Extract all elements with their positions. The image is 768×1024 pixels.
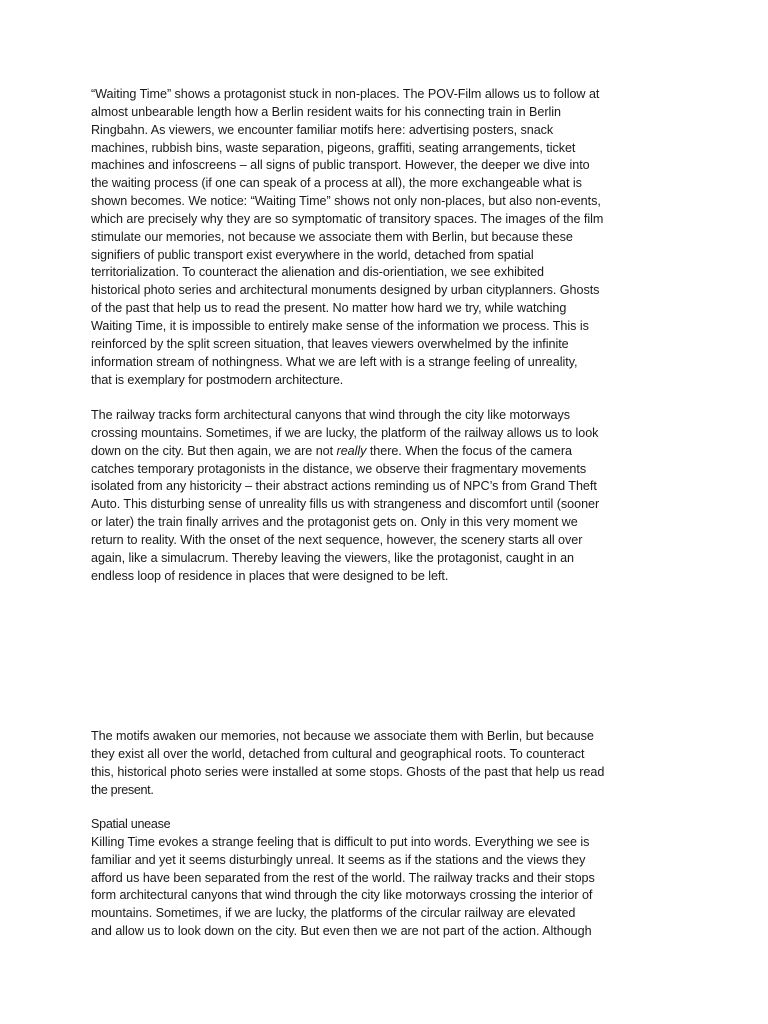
text-line: Auto. This disturbing sense of unreality fills us with strangeness and discomfort until (sooner (91, 497, 600, 512)
emphasized-word: really (336, 443, 367, 458)
text-line: they exist all over the world, detached from cultural and geographical roots. To counteract (91, 746, 585, 761)
text-segment: down on the city. But then again, we are not (91, 443, 337, 458)
text-line: the waiting process (if one can speak of a process at all), the more exchangeable what is (91, 176, 582, 191)
text-line: which are precisely why they are so symptomatic of transitory spaces. The images of the film (91, 211, 604, 226)
text-line: signifiers of public transport exist everywhere in the world, detached from spatial (91, 247, 534, 262)
text-line: the present. (91, 782, 154, 797)
paragraph-waiting-time-intro (91, 86, 691, 389)
text-line-with-emphasis (91, 443, 691, 461)
paragraph-railway-tracks (91, 407, 691, 585)
text-line: Waiting Time, it is impossible to entirely make sense of the information we process. This is (91, 318, 589, 333)
text-line: form architectural canyons that wind through the city like motorways crossing the interior of (91, 888, 593, 903)
text-line: “Waiting Time” shows a protagonist stuck in non-places. The POV-Film allows us to follow at (91, 87, 600, 101)
text-line: and allow us to look down on the city. But even then we are not part of the action. Although (91, 924, 592, 939)
text-line: of the past that help us to read the present. No matter how hard we try, while watching (91, 301, 567, 316)
text-line: machines, rubbish bins, waste separation, pigeons, graffiti, seating arrangements, ticket (91, 140, 576, 155)
text-line: information stream of nothingness. What we are left with is a strange feeling of unreality, (91, 354, 578, 369)
text-line: familiar and yet it seems disturbingly unreal. It seems as if the stations and the views they (91, 852, 586, 867)
text-line: again, like a simulacrum. Thereby leaving the viewers, like the protagonist, caught in an (91, 550, 574, 565)
section-spatial-unease (91, 816, 691, 941)
text-line: afford us have been separated from the rest of the world. The railway tracks and their stops (91, 870, 595, 885)
text-line: that is exemplary for postmodern architecture. (91, 372, 344, 387)
text-line: endless loop of residence in places that were designed to be left. (91, 568, 449, 583)
text-line: this, historical photo series were installed at some stops. Ghosts of the past that help us read (91, 764, 605, 779)
text-line: Killing Time evokes a strange feeling that is difficult to put into words. Everything we see is (91, 834, 590, 849)
text-line: or later) the train finally arrives and the protagonist gets on. Only in this very moment we (91, 515, 578, 530)
text-line: territorialization. To counteract the alienation and dis-orientiation, we see exhibited (91, 265, 544, 280)
text-line: The railway tracks form architectural canyons that wind through the city like motorways (91, 408, 570, 422)
text-line: reinforced by the split screen situation, that leaves viewers overwhelmed by the infinite (91, 336, 569, 351)
text-line: mountains. Sometimes, if we are lucky, the platforms of the circular railway are elevated (91, 906, 576, 921)
text-line: return to reality. With the onset of the next sequence, however, the scenery starts all over (91, 532, 583, 547)
text-line: stimulate our memories, not because we associate them with Berlin, but because these (91, 229, 573, 244)
text-line: catches temporary protagonists in the distance, we observe their fragmentary movements (91, 461, 587, 476)
text-line: almost unbearable length how a Berlin resident waits for his connecting train in Berlin (91, 104, 561, 119)
text-line: crossing mountains. Sometimes, if we are lucky, the platform of the railway allows us to look (91, 425, 599, 440)
paragraph-motifs (91, 728, 691, 799)
text-line: The motifs awaken our memories, not because we associate them with Berlin, but because (91, 729, 594, 743)
text-line: Ringbahn. As viewers, we encounter familiar motifs here: advertising posters, snack (91, 122, 554, 137)
text-line: historical photo series and architectural monuments designed by urban cityplanners. Ghosts (91, 283, 600, 298)
section-heading: Spatial unease (91, 817, 171, 831)
text-line: isolated from any historicity – their abstract actions reminding us of NPC’s from Grand Theft (91, 479, 597, 494)
text-line: shown becomes. We notice: “Waiting Time” shows not only non-places, but also non-events, (91, 194, 601, 209)
text-line: machines and infoscreens – all signs of public transport. However, the deeper we dive into (91, 158, 590, 173)
text-segment: there. When the focus of the camera (366, 443, 572, 458)
